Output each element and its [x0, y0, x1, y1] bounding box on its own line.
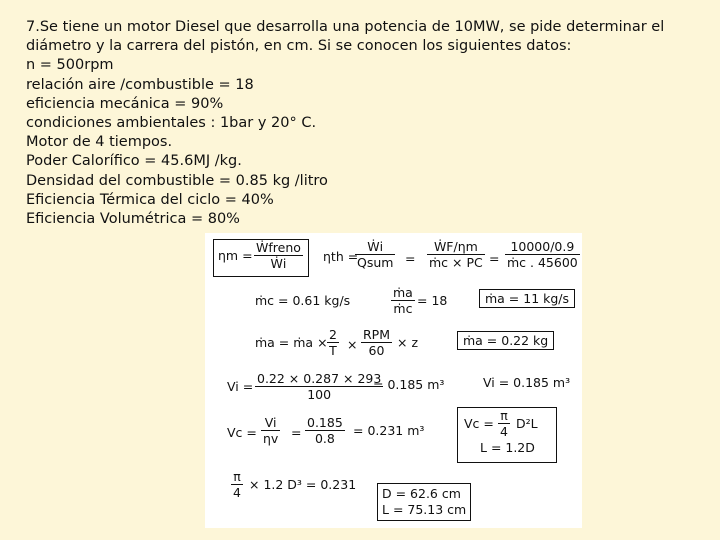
- intake-volume-symbol: Vi =: [227, 379, 254, 394]
- cylinder-volume-fraction: [305, 415, 345, 446]
- air-mass-flow-result: ṁa = 11 kg/s: [479, 289, 575, 308]
- rpm-fraction: [361, 327, 392, 358]
- substituted-values-numerator: 10000/0.9: [505, 239, 580, 255]
- pi-over-four-fraction: [498, 408, 510, 439]
- handwritten-solution-sheet: [205, 233, 582, 528]
- problem-line: condiciones ambientales : 1bar y 20° C.: [26, 115, 317, 132]
- final-result-box: [377, 483, 471, 521]
- four-denominator: 4: [500, 424, 508, 439]
- volumetric-efficiency-fraction: [261, 415, 280, 446]
- problem-line: Poder Calorífico = 45.6MJ /kg.: [26, 153, 242, 170]
- problem-line: Motor de 4 tiempos.: [26, 134, 173, 151]
- mech-efficiency-denominator: Ẇi: [270, 256, 287, 271]
- mech-efficiency-fraction: [254, 240, 303, 271]
- cylinder-volume-numerator: 0.185: [307, 415, 343, 430]
- problem-line: 7.Se tiene un motor Diesel que desarrolla una potencia de 10MW, se pide determinar el: [26, 19, 665, 35]
- equals-sign: =: [291, 425, 302, 440]
- problem-line: n = 500rpm: [26, 57, 114, 74]
- stroke-diameter-relation: L = 1.2D: [480, 440, 535, 455]
- cylinders-factor: × z: [397, 335, 419, 350]
- cylinder-volume-value: = 0.231 m³: [353, 423, 425, 438]
- air-mass-cycle-result: ṁa = 0.22 kg: [457, 331, 554, 350]
- cylinder-geometry-box: [457, 407, 557, 463]
- pi-numerator: π: [498, 408, 510, 424]
- volumetric-efficiency-numerator: Vi: [261, 415, 280, 431]
- equals-sign: =: [489, 251, 500, 266]
- intake-volume-fraction: [255, 371, 383, 402]
- equals-sign: =: [405, 251, 416, 266]
- air-fuel-ratio-value: = 18: [417, 293, 448, 308]
- stroke-factor-numerator: 2: [329, 327, 337, 342]
- thermal-efficiency-fraction: [355, 239, 395, 270]
- substituted-values-fraction: [505, 239, 580, 270]
- thermal-efficiency-numerator: Ẇi: [355, 239, 395, 255]
- intake-volume-numerator: 0.22 × 0.287 × 293: [257, 371, 382, 386]
- cylinder-geometry-symbol: Vc =: [464, 416, 494, 431]
- multiply-sign: ×: [347, 337, 358, 352]
- diameter-equation: × 1.2 D³ = 0.231: [249, 477, 357, 492]
- problem-line: diámetro y la carrera del pistón, en cm. Si se conocen los siguientes datos:: [26, 38, 572, 55]
- air-fuel-ratio-numerator: ṁa: [393, 285, 413, 300]
- diameter-stroke-term: D²L: [516, 416, 538, 431]
- problem-line: Densidad del combustible = 0.85 kg /litro: [26, 172, 328, 189]
- volumetric-efficiency-denominator: ηv: [263, 431, 279, 446]
- substituted-values-denominator: ṁc . 45600: [507, 255, 578, 270]
- intake-volume-value: = 0.185 m³: [373, 377, 445, 392]
- mech-efficiency-box: [213, 239, 309, 277]
- stroke-result: L = 75.13 cm: [382, 502, 467, 517]
- intake-volume-denominator: 100: [307, 387, 332, 402]
- fuel-mass-flow-result: ṁc = 0.61 kg/s: [255, 293, 351, 308]
- problem-statement: [26, 18, 706, 229]
- stroke-factor-fraction: [327, 327, 339, 358]
- mech-efficiency-symbol: ηm =: [218, 248, 253, 263]
- intake-volume-result: Vi = 0.185 m³: [483, 375, 571, 390]
- air-fuel-ratio-fraction: [391, 285, 415, 316]
- air-fuel-ratio-denominator: ṁc: [393, 301, 413, 316]
- stroke-factor-denominator: T: [329, 343, 337, 358]
- rpm-denominator: 60: [368, 343, 385, 358]
- pi-over-four-fraction: [231, 469, 243, 500]
- air-mass-cycle-equation: ṁa = ṁa ×: [255, 335, 328, 350]
- rpm-numerator: RPM: [363, 327, 391, 342]
- thermal-efficiency-denominator: Qsum: [357, 255, 394, 270]
- power-over-heat-denominator: ṁc × PC: [429, 255, 483, 270]
- problem-line: eficiencia mecánica = 90%: [26, 95, 224, 112]
- thermal-efficiency-symbol: ηth =: [323, 249, 359, 264]
- mech-efficiency-numerator: Ẇfreno: [256, 240, 301, 255]
- problem-line: Eficiencia Volumétrica = 80%: [26, 211, 240, 228]
- problem-line: Eficiencia Térmica del ciclo = 40%: [26, 191, 274, 208]
- pi-numerator: π: [231, 469, 243, 485]
- power-over-heat-numerator: ẆF/ηm: [427, 239, 485, 255]
- power-over-heat-fraction: [427, 239, 485, 270]
- cylinder-volume-symbol: Vc =: [227, 425, 257, 440]
- four-denominator: 4: [233, 485, 241, 500]
- cylinder-volume-denominator: 0.8: [314, 431, 335, 446]
- diameter-result: D = 62.6 cm: [382, 486, 461, 501]
- problem-line: relación aire /combustible = 18: [26, 76, 254, 93]
